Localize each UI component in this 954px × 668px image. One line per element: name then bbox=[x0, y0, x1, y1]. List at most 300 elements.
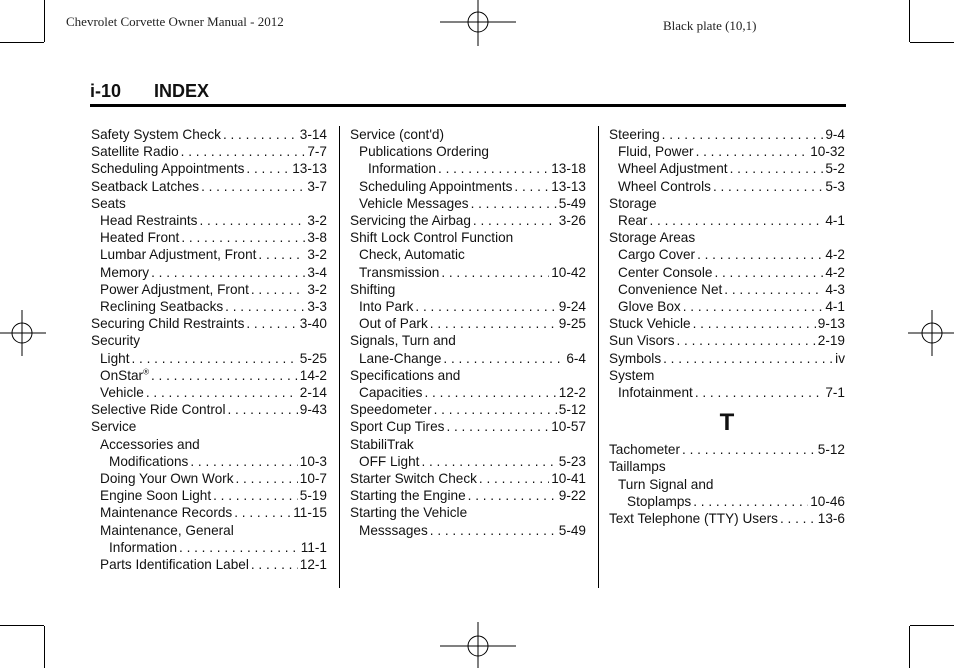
entry-label bbox=[350, 281, 395, 298]
entry-page-ref: 13-18 bbox=[551, 161, 586, 177]
entry-page-ref: 11-15 bbox=[293, 505, 327, 521]
entry-label bbox=[618, 384, 693, 401]
index-entry bbox=[609, 332, 845, 349]
index-column-2 bbox=[350, 126, 586, 539]
entry-label bbox=[609, 332, 675, 349]
entry-label bbox=[100, 470, 234, 487]
entry-page-ref: 4-3 bbox=[825, 281, 845, 297]
entry-label-text: Starting the Engine bbox=[350, 488, 466, 504]
entry-label bbox=[91, 143, 179, 160]
dot-leader bbox=[213, 487, 298, 504]
registration-mark-left bbox=[0, 310, 46, 356]
entry-label-text: Storage Areas bbox=[609, 230, 696, 246]
entry-label bbox=[100, 298, 223, 315]
dot-leader bbox=[713, 178, 823, 195]
entry-label-text: Sun Visors bbox=[609, 333, 675, 349]
entry-label-text: Power Adjustment, Front bbox=[100, 281, 249, 297]
entry-label bbox=[100, 212, 197, 229]
dot-leader bbox=[424, 384, 556, 401]
entry-label bbox=[609, 350, 661, 367]
dot-leader bbox=[714, 264, 823, 281]
entry-page-ref: 13-6 bbox=[817, 511, 845, 527]
trademark-symbol: ® bbox=[143, 367, 149, 377]
index-entry bbox=[91, 504, 327, 521]
entry-label-text: Rear bbox=[618, 213, 648, 229]
entry-page-ref: 5-3 bbox=[825, 178, 845, 194]
index-entry bbox=[350, 246, 586, 263]
index-entry bbox=[350, 436, 586, 453]
index-entry bbox=[350, 178, 586, 195]
entry-label-text: Starter Switch Check bbox=[350, 471, 477, 487]
entry-label-text: Into Park bbox=[359, 299, 414, 315]
entry-label bbox=[350, 487, 466, 504]
entry-label bbox=[91, 418, 136, 435]
entry-label bbox=[359, 315, 428, 332]
entry-label-text: Accessories and bbox=[100, 436, 200, 452]
entry-page-ref: 3-8 bbox=[307, 230, 327, 246]
crop-mark bbox=[909, 626, 910, 668]
index-entry bbox=[91, 522, 327, 539]
dot-leader bbox=[251, 281, 306, 298]
dot-leader bbox=[421, 453, 556, 470]
entry-label bbox=[100, 436, 200, 453]
entry-label-text: System bbox=[609, 367, 655, 383]
entry-label-text: Steering bbox=[609, 127, 660, 142]
entry-page-ref: iv bbox=[835, 350, 845, 366]
entry-page-ref: 10-41 bbox=[551, 471, 586, 487]
dot-leader bbox=[151, 264, 305, 281]
entry-page-ref: 13-13 bbox=[292, 161, 327, 177]
index-entry bbox=[91, 556, 327, 573]
entry-page-ref: 5-49 bbox=[558, 522, 586, 538]
entry-page-ref: 7-7 bbox=[307, 144, 327, 160]
entry-label bbox=[609, 510, 778, 527]
index-entry bbox=[609, 281, 845, 298]
entry-label-text: Information bbox=[368, 161, 437, 177]
dot-leader bbox=[258, 246, 305, 263]
entry-label bbox=[91, 160, 244, 177]
entry-label-text: Glove Box bbox=[618, 299, 681, 315]
entry-label bbox=[100, 487, 211, 504]
index-entry bbox=[91, 212, 327, 229]
dot-leader bbox=[434, 401, 557, 418]
entry-page-ref: 12-2 bbox=[558, 385, 586, 401]
index-entry bbox=[609, 126, 845, 143]
entry-label-text: Modifications bbox=[109, 453, 189, 469]
entry-label-text: Tachometer bbox=[609, 442, 681, 458]
index-entry bbox=[350, 504, 586, 521]
index-entry bbox=[609, 350, 845, 367]
index-entry bbox=[609, 441, 845, 458]
entry-label bbox=[350, 470, 477, 487]
entry-label bbox=[350, 504, 467, 521]
entry-label-text: Stoplamps bbox=[627, 493, 692, 509]
entry-label-text: Wheel Adjustment bbox=[618, 161, 728, 177]
entry-label bbox=[359, 143, 489, 160]
page-title-bar bbox=[90, 80, 846, 107]
entry-page-ref: 14-2 bbox=[299, 367, 327, 383]
entry-label-text: Starting the Vehicle bbox=[350, 505, 468, 521]
crop-mark bbox=[910, 625, 954, 626]
index-entry bbox=[350, 315, 586, 332]
index-entry bbox=[91, 178, 327, 195]
entry-label-text: Symbols bbox=[609, 350, 662, 366]
dot-leader bbox=[246, 160, 290, 177]
entry-label-text: Shifting bbox=[350, 281, 396, 297]
index-entry bbox=[609, 178, 845, 195]
entry-label bbox=[359, 298, 413, 315]
entry-page-ref: 3-40 bbox=[299, 316, 327, 332]
index-entry bbox=[350, 332, 586, 349]
entry-page-ref: 5-23 bbox=[558, 453, 586, 469]
entry-label-text: Speedometer bbox=[350, 402, 432, 418]
index-entry bbox=[350, 367, 586, 384]
dot-leader bbox=[780, 510, 816, 527]
entry-label bbox=[618, 246, 695, 263]
dot-leader bbox=[468, 487, 557, 504]
entry-label bbox=[359, 384, 422, 401]
entry-label-text: Sport Cup Tires bbox=[350, 419, 445, 435]
entry-label-text: StabiliTrak bbox=[350, 436, 414, 452]
entry-page-ref: 5-25 bbox=[299, 350, 327, 366]
index-entry bbox=[91, 195, 327, 212]
index-entry bbox=[609, 367, 845, 384]
index-entry bbox=[350, 264, 586, 281]
entry-label bbox=[609, 315, 691, 332]
entry-label bbox=[91, 126, 221, 143]
entry-page-ref: 5-49 bbox=[558, 195, 586, 211]
index-entry bbox=[350, 453, 586, 470]
entry-page-ref: 11-1 bbox=[300, 539, 327, 555]
entry-label bbox=[100, 384, 144, 401]
entry-label-text: Infotainment bbox=[618, 385, 693, 401]
entry-label bbox=[91, 178, 199, 195]
dot-leader bbox=[199, 212, 305, 229]
entry-label-text: Scheduling Appointments bbox=[91, 161, 245, 177]
index-entry bbox=[609, 143, 845, 160]
entry-label bbox=[609, 229, 695, 246]
index-entry bbox=[609, 384, 845, 401]
entry-label-text: Information bbox=[109, 539, 178, 555]
dot-leader bbox=[649, 212, 823, 229]
index-entry bbox=[350, 298, 586, 315]
entry-label-text: Turn Signal and bbox=[618, 476, 714, 492]
index-entry bbox=[609, 212, 845, 229]
entry-label-text: Stuck Vehicle bbox=[609, 316, 691, 332]
index-entry bbox=[91, 453, 327, 470]
entry-label bbox=[359, 195, 469, 212]
index-entry bbox=[91, 350, 327, 367]
entry-page-ref: 3-26 bbox=[558, 213, 586, 229]
entry-page-ref: 3-2 bbox=[307, 213, 327, 229]
entry-label-text: Selective Ride Control bbox=[91, 402, 226, 418]
entry-label-text: OFF Light bbox=[359, 453, 420, 469]
index-entry bbox=[91, 264, 327, 281]
entry-label bbox=[100, 367, 149, 384]
index-entry bbox=[91, 229, 327, 246]
entry-label-text: Convenience Net bbox=[618, 281, 723, 297]
entry-label bbox=[100, 556, 249, 573]
entry-label-text: Scheduling Appointments bbox=[359, 178, 513, 194]
entry-label bbox=[618, 298, 681, 315]
manual-title: Chevrolet Corvette Owner Manual - 2012 bbox=[66, 14, 284, 29]
index-entry bbox=[91, 160, 327, 177]
column-divider bbox=[339, 126, 340, 588]
dot-leader bbox=[131, 350, 297, 367]
entry-label bbox=[91, 315, 244, 332]
entry-label-text: Transmission bbox=[359, 264, 440, 280]
entry-label bbox=[109, 539, 177, 556]
index-entry bbox=[609, 458, 845, 475]
index-entry bbox=[350, 126, 586, 143]
index-column-3 bbox=[609, 126, 845, 527]
entry-label-text: Wheel Controls bbox=[618, 178, 711, 194]
dot-leader bbox=[181, 143, 306, 160]
entry-label-text: Seatback Latches bbox=[91, 178, 200, 194]
entry-page-ref: 9-22 bbox=[558, 488, 586, 504]
entry-label bbox=[609, 195, 657, 212]
dot-leader bbox=[662, 126, 824, 143]
index-entry bbox=[91, 487, 327, 504]
dot-leader bbox=[234, 504, 291, 521]
entry-page-ref: 3-3 bbox=[307, 299, 327, 315]
dot-leader bbox=[479, 470, 549, 487]
dot-leader bbox=[430, 315, 557, 332]
entry-label bbox=[350, 436, 414, 453]
index-entry bbox=[350, 160, 586, 177]
entry-label-text: Satellite Radio bbox=[91, 144, 179, 160]
entry-label bbox=[350, 367, 460, 384]
section-letter: T bbox=[719, 409, 735, 437]
entry-label bbox=[91, 195, 126, 212]
entry-label-text: Parts Identification Label bbox=[100, 557, 249, 573]
entry-label-text: Head Restraints bbox=[100, 213, 198, 229]
entry-page-ref: 10-46 bbox=[810, 493, 845, 509]
entry-label-text: Reclining Seatbacks bbox=[100, 299, 224, 315]
entry-label bbox=[609, 367, 654, 384]
entry-page-ref: 9-24 bbox=[558, 299, 586, 315]
entry-page-ref: 9-25 bbox=[558, 316, 586, 332]
entry-label-text: Taillamps bbox=[609, 459, 666, 475]
registration-mark-top bbox=[440, 0, 516, 46]
entry-label-text: Maintenance, General bbox=[100, 522, 234, 538]
entry-label bbox=[350, 212, 471, 229]
entry-page-ref: 10-7 bbox=[299, 471, 327, 487]
index-entry bbox=[609, 493, 845, 510]
index-entry bbox=[350, 281, 586, 298]
dot-leader bbox=[151, 367, 298, 384]
entry-label-text: Vehicle Messages bbox=[359, 195, 469, 211]
crop-mark bbox=[0, 42, 44, 43]
index-entry bbox=[350, 487, 586, 504]
entry-label bbox=[618, 281, 722, 298]
crop-mark bbox=[910, 42, 954, 43]
dot-leader bbox=[415, 298, 556, 315]
index-entry bbox=[350, 401, 586, 418]
entry-label bbox=[618, 160, 728, 177]
entry-label-text: Heated Front bbox=[100, 230, 180, 246]
dot-leader bbox=[724, 281, 823, 298]
index-entry bbox=[91, 298, 327, 315]
entry-label bbox=[359, 246, 465, 263]
dot-leader bbox=[446, 418, 549, 435]
entry-label-text: Shift Lock Control Function bbox=[350, 230, 514, 246]
entry-label-text: Engine Soon Light bbox=[100, 488, 212, 504]
index-entry bbox=[350, 418, 586, 435]
crop-mark bbox=[909, 0, 910, 42]
dot-leader bbox=[443, 350, 564, 367]
column-divider bbox=[598, 126, 599, 588]
entry-label bbox=[368, 160, 436, 177]
dot-leader bbox=[438, 160, 549, 177]
dot-leader bbox=[693, 315, 816, 332]
entry-page-ref: 3-14 bbox=[299, 127, 327, 142]
entry-page-ref: 7-1 bbox=[825, 385, 845, 401]
crop-mark bbox=[0, 625, 44, 626]
index-entry bbox=[350, 195, 586, 212]
index-entry bbox=[609, 315, 845, 332]
dot-leader bbox=[228, 401, 298, 418]
index-entry bbox=[91, 539, 327, 556]
dot-leader bbox=[663, 350, 833, 367]
entry-label-text: Servicing the Airbag bbox=[350, 213, 471, 229]
index-entry bbox=[609, 229, 845, 246]
crop-mark bbox=[44, 626, 45, 668]
plate-label: Black plate (10,1) bbox=[663, 18, 757, 33]
index-entry bbox=[350, 350, 586, 367]
entry-label-text: Seats bbox=[91, 195, 126, 211]
entry-label bbox=[350, 126, 444, 143]
index-entry bbox=[91, 384, 327, 401]
dot-leader bbox=[251, 556, 298, 573]
dot-leader bbox=[181, 229, 305, 246]
dot-leader bbox=[683, 298, 824, 315]
entry-label-text: Check, Automatic bbox=[359, 247, 465, 263]
dot-leader bbox=[430, 522, 557, 539]
entry-label bbox=[350, 401, 432, 418]
entry-label-text: Doing Your Own Work bbox=[100, 471, 234, 487]
index-entry bbox=[91, 470, 327, 487]
index-entry bbox=[350, 212, 586, 229]
entry-page-ref: 10-57 bbox=[551, 419, 586, 435]
dot-leader bbox=[441, 264, 549, 281]
section-title: INDEX bbox=[154, 81, 210, 101]
entry-label-text: Lumbar Adjustment, Front bbox=[100, 247, 257, 263]
dot-leader bbox=[677, 332, 816, 349]
entry-label-text: Messsages bbox=[359, 522, 428, 538]
entry-page-ref: 5-12 bbox=[817, 442, 845, 458]
entry-page-ref: 6-4 bbox=[566, 350, 586, 366]
index-entry bbox=[350, 522, 586, 539]
entry-label-text: Service bbox=[91, 419, 137, 435]
entry-label bbox=[359, 178, 512, 195]
entry-label-text: Signals, Turn and bbox=[350, 333, 456, 349]
entry-label-text: Security bbox=[91, 333, 141, 349]
crop-mark bbox=[44, 0, 45, 42]
index-entry bbox=[91, 126, 327, 143]
dot-leader bbox=[223, 126, 298, 143]
entry-page-ref: 4-1 bbox=[825, 299, 845, 315]
entry-label-text: Lane-Change bbox=[359, 350, 442, 366]
dot-leader bbox=[693, 493, 808, 510]
index-entry bbox=[91, 401, 327, 418]
entry-label-text: OnStar bbox=[100, 367, 144, 383]
index-entry bbox=[91, 246, 327, 263]
entry-label-text: Service (cont'd) bbox=[350, 127, 445, 142]
entry-label bbox=[100, 229, 179, 246]
entry-label-text: Text Telephone (TTY) Users bbox=[609, 511, 778, 527]
entry-label bbox=[359, 453, 419, 470]
entry-label bbox=[100, 264, 149, 281]
dot-leader bbox=[696, 143, 809, 160]
entry-label bbox=[100, 504, 232, 521]
entry-label-text: Storage bbox=[609, 195, 657, 211]
entry-label-text: Publications Ordering bbox=[359, 144, 489, 160]
entry-page-ref: 10-3 bbox=[299, 453, 327, 469]
entry-label bbox=[100, 522, 234, 539]
entry-label bbox=[359, 264, 439, 281]
index-entry bbox=[91, 418, 327, 435]
index-entry bbox=[91, 315, 327, 332]
index-entry bbox=[91, 332, 327, 349]
entry-label-text: Capacities bbox=[359, 385, 423, 401]
entry-page-ref: 2-14 bbox=[299, 385, 327, 401]
dot-leader bbox=[179, 539, 299, 556]
entry-page-ref: 13-13 bbox=[551, 178, 586, 194]
entry-label bbox=[100, 281, 249, 298]
entry-page-ref: 3-4 bbox=[307, 264, 327, 280]
entry-page-ref: 9-4 bbox=[825, 127, 845, 142]
index-entry bbox=[91, 281, 327, 298]
dot-leader bbox=[146, 384, 298, 401]
index-entry bbox=[609, 195, 845, 212]
entry-label bbox=[609, 126, 660, 143]
entry-label bbox=[618, 143, 694, 160]
index-entry bbox=[91, 436, 327, 453]
entry-label bbox=[627, 493, 691, 510]
entry-label-text: Fluid, Power bbox=[618, 144, 694, 160]
dot-leader bbox=[201, 178, 305, 195]
entry-label bbox=[100, 246, 256, 263]
dot-leader bbox=[730, 160, 824, 177]
registration-mark-right bbox=[908, 310, 954, 356]
dot-leader bbox=[225, 298, 305, 315]
index-entry bbox=[91, 143, 327, 160]
entry-label bbox=[618, 178, 711, 195]
entry-page-ref: 4-2 bbox=[825, 264, 845, 280]
entry-label bbox=[609, 458, 666, 475]
entry-page-ref: 9-13 bbox=[817, 316, 845, 332]
entry-page-ref: 3-2 bbox=[307, 281, 327, 297]
entry-label-text: Specifications and bbox=[350, 367, 461, 383]
entry-label bbox=[359, 522, 428, 539]
registration-mark-bottom bbox=[440, 622, 516, 668]
entry-page-ref: 3-2 bbox=[307, 247, 327, 263]
entry-page-ref: 4-1 bbox=[825, 213, 845, 229]
entry-label bbox=[91, 401, 226, 418]
index-entry bbox=[350, 470, 586, 487]
entry-label-text: Cargo Cover bbox=[618, 247, 696, 263]
entry-page-ref: 10-42 bbox=[551, 264, 586, 280]
entry-page-ref: 5-19 bbox=[299, 488, 327, 504]
dot-leader bbox=[236, 470, 298, 487]
entry-label-text: Light bbox=[100, 350, 130, 366]
index-entry bbox=[91, 367, 327, 384]
entry-page-ref: 12-1 bbox=[299, 557, 327, 573]
entry-label-text: Center Console bbox=[618, 264, 713, 280]
entry-label bbox=[618, 264, 712, 281]
entry-page-ref: 2-19 bbox=[817, 333, 845, 349]
